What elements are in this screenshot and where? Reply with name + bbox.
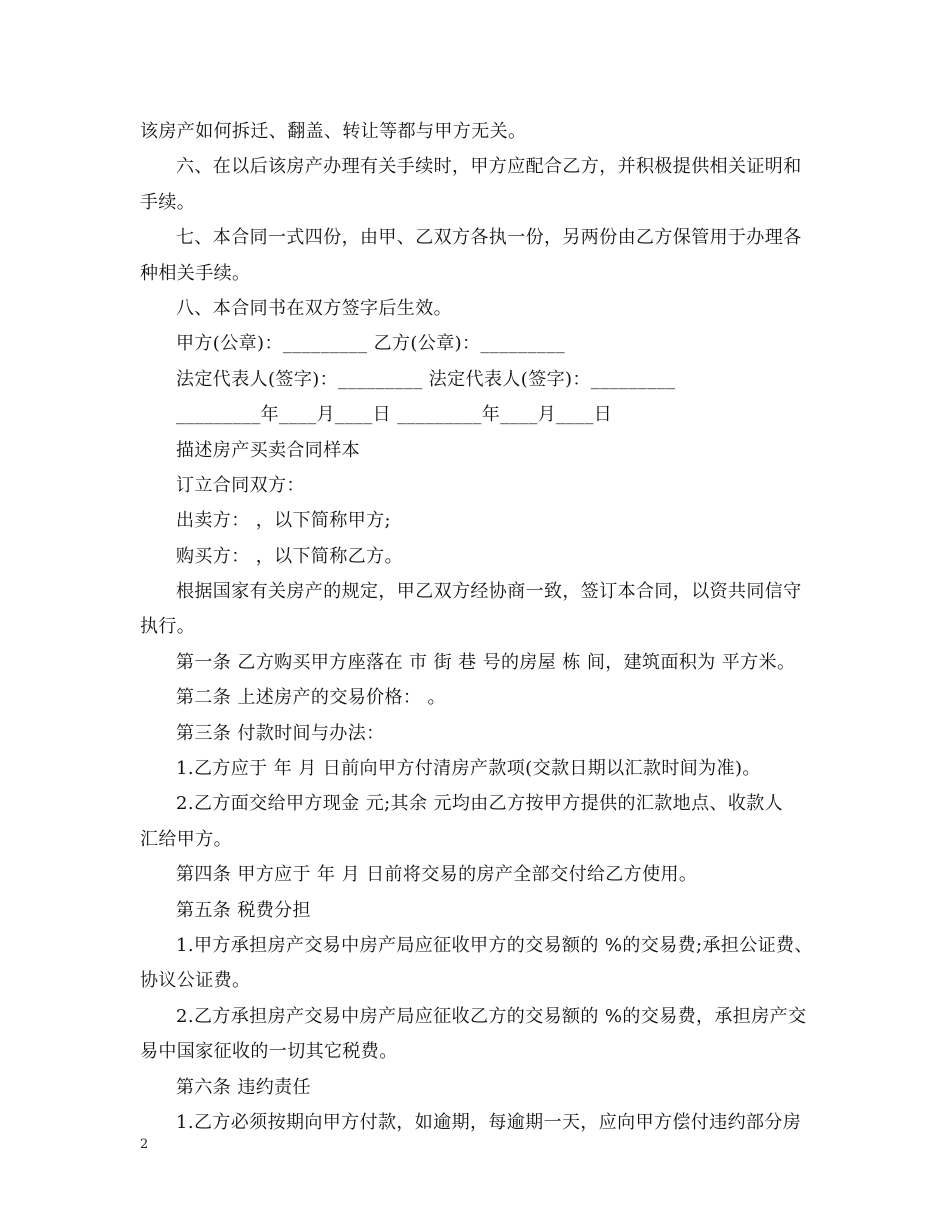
text-line: 八、本合同书在双方签字后生效。 (176, 297, 452, 319)
text-line: 该房产如何拆迁、翻盖、转让等都与甲方无关。 (140, 121, 527, 142)
text-line: 根据国家有关房产的规定，甲乙双方经协商一致，签订本合同，以资共同信守 (176, 581, 802, 603)
text-line: 购买方： ，以下简称乙方。 (176, 545, 403, 567)
text-line: 甲方(公章)：_________ 乙方(公章)：_________ (176, 333, 566, 355)
text-line: 描述房产买卖合同样本 (176, 439, 360, 461)
text-line: 第一条 乙方购买甲方座落在 市 街 巷 号的房屋 栋 间，建筑面积为 平方米。 (176, 651, 796, 673)
text-line: 1.甲方承担房产交易中房产局应征收甲方的交易额的 %的交易费;承担公证费、 (176, 934, 813, 956)
text-line: 七、本合同一式四份，由甲、乙双方各执一份，另两份由乙方保管用于办理各 (176, 227, 802, 249)
text-line: 执行。 (140, 616, 196, 638)
text-line: 六、在以后该房产办理有关手续时，甲方应配合乙方，并积极提供相关证明和 (176, 156, 802, 178)
text-line: 法定代表人(签字)：_________ 法定代表人(签字)：_________ (176, 368, 676, 390)
text-line: 第二条 上述房产的交易价格： 。 (176, 687, 446, 709)
text-line: 手续。 (140, 191, 196, 213)
text-line: 第五条 税费分担 (176, 899, 311, 921)
document-body (140, 114, 820, 1140)
text-line: 1.乙方必须按期向甲方付款，如逾期，每逾期一天，应向甲方偿付违约部分房 (176, 1111, 802, 1133)
page-number: 2 (140, 1137, 149, 1152)
text-line: 第四条 甲方应于 年 月 日前将交易的房产全部交付给乙方使用。 (176, 864, 698, 886)
text-line: 种相关手续。 (140, 262, 251, 284)
text-line: 1.乙方应于 年 月 日前向甲方付清房产款项(交款日期以汇款时间为准)。 (176, 758, 761, 780)
text-line: 汇给甲方。 (140, 828, 232, 850)
text-line: 2.乙方承担房产交易中房产局应征收乙方的交易额的 %的交易费，承担房产交 (176, 1005, 807, 1027)
text-line: 第三条 付款时间与办法： (176, 722, 385, 744)
text-line: 订立合同双方： (176, 474, 305, 496)
text-line: 2.乙方面交给甲方现金 元;其余 元均由乙方按甲方提供的汇款地点、收款人 (176, 793, 784, 815)
text-line: 易中国家征收的一切其它税费。 (140, 1041, 398, 1063)
text-line: 协议公证费。 (140, 970, 251, 992)
text-line: 第六条 违约责任 (176, 1076, 311, 1098)
text-line: _________年____月____日 _________年____月____日 (176, 404, 613, 426)
text-line: 出卖方： ，以下简称甲方; (176, 510, 391, 532)
